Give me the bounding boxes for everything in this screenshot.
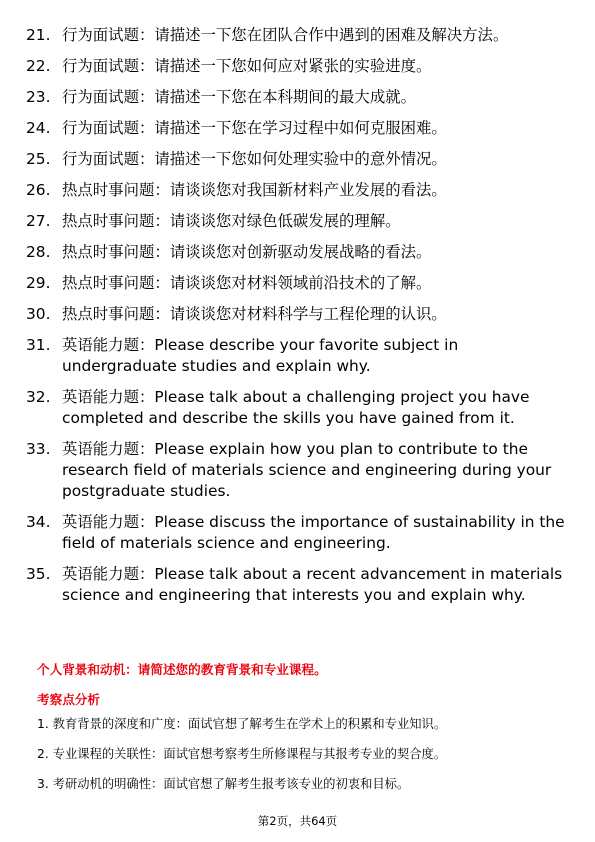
question-number: 26. <box>26 181 51 199</box>
question-number: 25. <box>26 150 51 168</box>
question-item <box>26 242 571 263</box>
analysis-item: 3. 考研动机的明确性：面试官想了解考生报考该专业的初衷和目标。 <box>37 777 410 791</box>
question-item <box>26 149 571 170</box>
question-number: 29. <box>26 274 51 292</box>
question-item <box>26 387 571 429</box>
analysis-heading: 考察点分析 <box>37 692 100 707</box>
question-number: 21. <box>26 26 51 44</box>
question-text: 热点时事问题：请谈谈您对绿色低碳发展的理解。 <box>62 212 401 230</box>
question-item <box>26 211 571 232</box>
question-text: 热点时事问题：请谈谈您对我国新材料产业发展的看法。 <box>62 181 447 199</box>
analysis-item: 2. 专业课程的关联性：面试官想考察考生所修课程与其报考专业的契合度。 <box>37 747 447 761</box>
question-number: 22. <box>26 57 51 75</box>
question-text: 英语能力题：Please describe your favorite subject in undergraduate studies and explain why. <box>62 336 459 375</box>
question-text: 行为面试题：请描述一下您在本科期间的最大成就。 <box>62 88 416 106</box>
question-number: 32. <box>26 388 51 406</box>
question-text: 英语能力题：Please explain how you plan to contribute to the research field of materials science and engineering during your postgraduate studies. <box>62 440 552 500</box>
question-text: 热点时事问题：请谈谈您对创新驱动发展战略的看法。 <box>62 243 432 261</box>
question-number: 24. <box>26 119 51 137</box>
question-item <box>26 304 571 325</box>
question-text: 行为面试题：请描述一下您在学习过程中如何克服困难。 <box>62 119 447 137</box>
question-item <box>26 118 571 139</box>
section-heading: 个人背景和动机：请简述您的教育背景和专业课程。 <box>37 662 327 677</box>
question-text: 英语能力题：Please discuss the importance of sustainability in the field of materials science and engineering. <box>62 513 565 552</box>
question-number: 33. <box>26 440 51 458</box>
question-item <box>26 25 571 46</box>
question-text: 行为面试题：请描述一下您如何应对紧张的实验进度。 <box>62 57 432 75</box>
question-text: 热点时事问题：请谈谈您对材料领域前沿技术的了解。 <box>62 274 432 292</box>
question-text: 热点时事问题：请谈谈您对材料科学与工程伦理的认识。 <box>62 305 447 323</box>
question-list <box>26 25 571 616</box>
question-number: 34. <box>26 513 51 531</box>
analysis-list <box>37 716 577 806</box>
question-item <box>26 439 571 502</box>
question-item <box>26 335 571 377</box>
question-number: 27. <box>26 212 51 230</box>
question-item <box>26 564 571 606</box>
question-item <box>26 56 571 77</box>
question-number: 35. <box>26 565 51 583</box>
question-number: 30. <box>26 305 51 323</box>
question-item <box>26 273 571 294</box>
question-text: 英语能力题：Please talk about a challenging project you have completed and describe the skills you have gained from it. <box>62 388 530 427</box>
analysis-item: 1. 教育背景的深度和广度：面试官想了解考生在学术上的积累和专业知识。 <box>37 717 447 731</box>
page-footer: 第2页，共64页 <box>257 814 338 828</box>
question-number: 23. <box>26 88 51 106</box>
question-text: 行为面试题：请描述一下您如何处理实验中的意外情况。 <box>62 150 447 168</box>
question-item <box>26 87 571 108</box>
question-text: 行为面试题：请描述一下您在团队合作中遇到的困难及解决方法。 <box>62 26 509 44</box>
question-item <box>26 512 571 554</box>
question-text: 英语能力题：Please talk about a recent advancement in materials science and engineering that interests you and explain why. <box>62 565 563 604</box>
question-number: 31. <box>26 336 51 354</box>
question-item <box>26 180 571 201</box>
question-number: 28. <box>26 243 51 261</box>
